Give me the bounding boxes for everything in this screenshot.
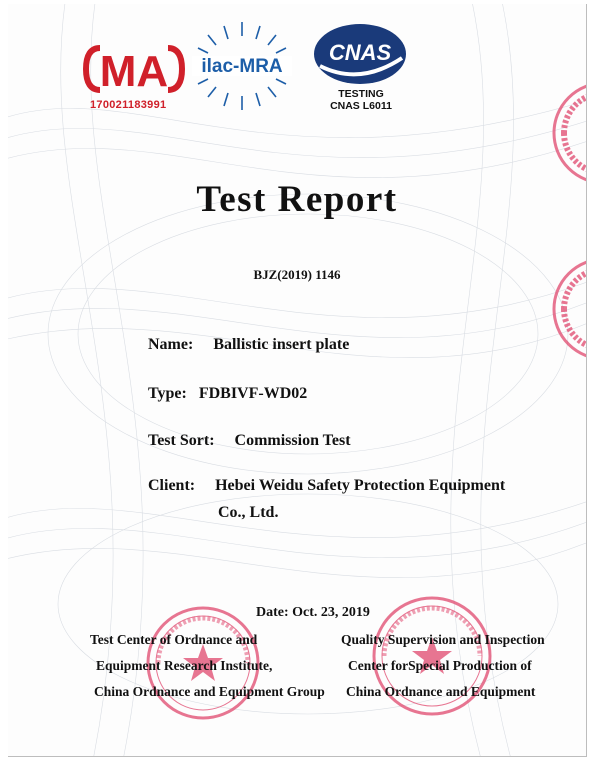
svg-text:ilac-MRA: ilac-MRA [201, 56, 283, 77]
issuer-left [90, 627, 325, 705]
cnas-testing-text: TESTING [338, 88, 384, 100]
ilac-mra-logo [188, 18, 296, 114]
field-test-sort [148, 432, 351, 450]
field-test-sort-value: Commission Test [234, 432, 351, 449]
report-date-value: Oct. 23, 2019 [292, 605, 370, 620]
report-date-label: Date: [256, 605, 289, 620]
svg-text:CNAS: CNAS [328, 40, 392, 65]
field-client-value-line1: Hebei Weidu Safety Protection Equipment [215, 477, 506, 494]
page-title: Test Report [196, 179, 398, 220]
issuer-right-line: Center forSpecial Production of [348, 658, 532, 673]
cma-logo [82, 40, 186, 98]
field-client-value-line2: Co., Ltd. [218, 504, 279, 521]
edge-seal-bottom [548, 254, 587, 364]
field-client [148, 477, 505, 495]
field-test-sort-label: Test Sort: [148, 432, 215, 449]
svg-text:MA: MA [99, 47, 169, 96]
issuer-left-line: China Ordnance and Equipment Group [94, 684, 325, 699]
field-type [148, 385, 307, 403]
cnas-number-text: CNAS L6011 [330, 100, 392, 112]
report-number: BJZ(2019) 1146 [253, 267, 341, 282]
field-name-label: Name: [148, 336, 194, 353]
field-type-label: Type: [148, 385, 187, 402]
field-name [148, 336, 349, 354]
edge-seal-top [548, 78, 587, 188]
issuer-left-line: Equipment Research Institute, [96, 658, 273, 673]
issuer-left-line: Test Center of Ordnance and [90, 632, 258, 647]
cnas-accreditation-label [326, 88, 396, 112]
cma-certificate-code: 170021183991 [90, 99, 167, 111]
issuer-right [341, 627, 545, 705]
issuer-right-line: Quality Supervision and Inspection [341, 632, 545, 647]
field-client-label: Client: [148, 477, 196, 494]
field-name-value: Ballistic insert plate [213, 336, 350, 353]
issuer-right-line: China Ordnance and Equipment [346, 684, 536, 699]
report-cover-page [8, 4, 587, 757]
report-date [256, 605, 370, 621]
cnas-logo [310, 20, 410, 88]
field-type-value: FDBIVF-WD02 [198, 385, 308, 402]
